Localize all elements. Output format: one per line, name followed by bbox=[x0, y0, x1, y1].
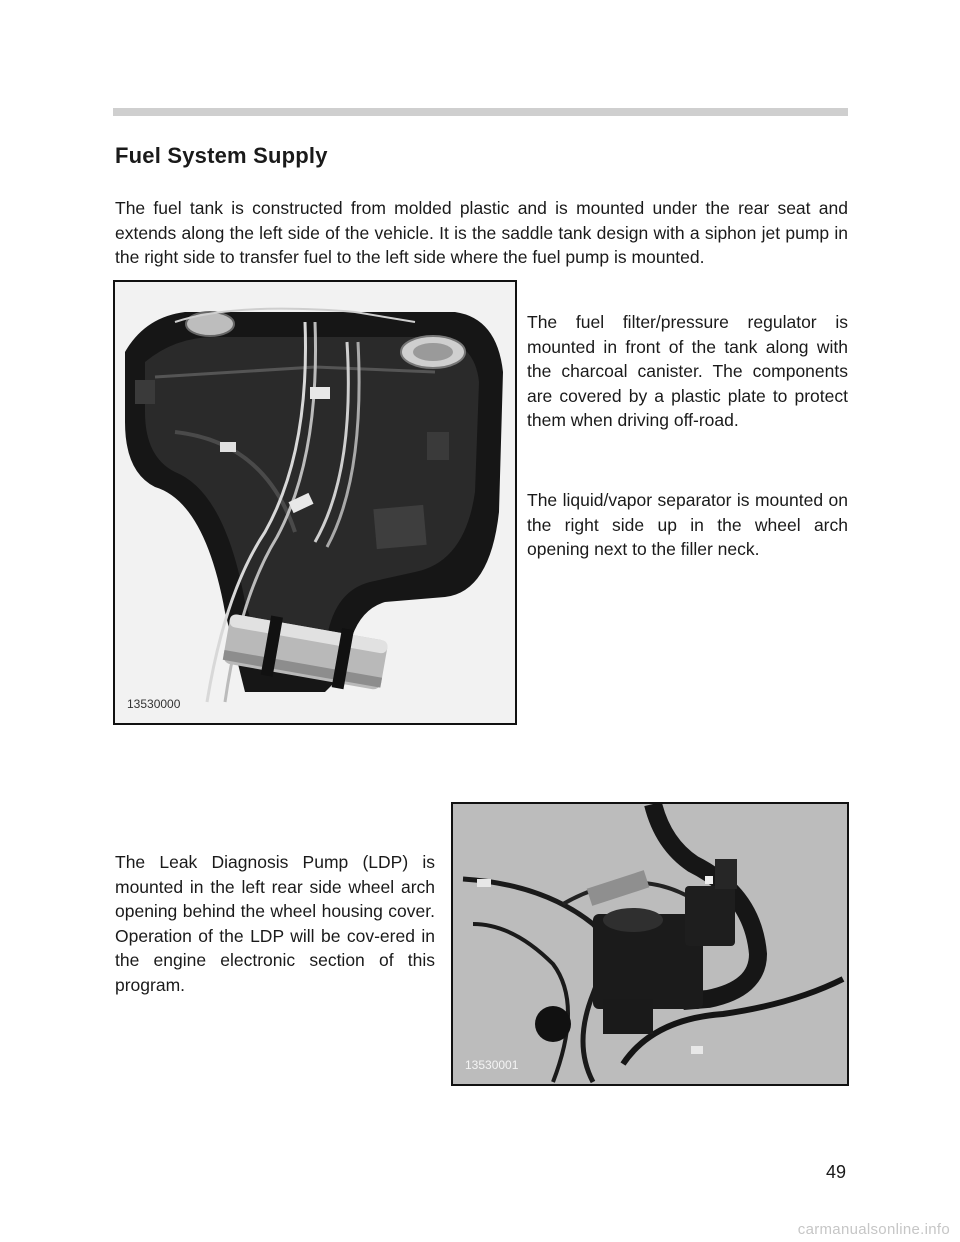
intro-paragraph: The fuel tank is constructed from molded plastic and is mounted under the rear seat and extends along the left side of the vehicle. It is the saddle tank design with a siphon jet pump in the right side to transfer fuel to the left side where the fuel pump is mounted. bbox=[115, 198, 848, 267]
top-rule bbox=[113, 108, 848, 116]
ldp-figure-id: 13530001 bbox=[465, 1058, 519, 1072]
filter-regulator-paragraph: The fuel filter/pressure regulator is mounted in front of the tank along with the charcoal canister. The components are covered by a plastic plate to protect them when driving off-road. bbox=[527, 312, 848, 430]
ldp-paragraph: The Leak Diagnosis Pump (LDP) is mounted in the left rear side wheel arch opening behind the wheel housing cover. Operation of the LDP will be cov-ered in the engine electronic section of this program. bbox=[115, 852, 435, 995]
fuel-tank-photo bbox=[115, 282, 515, 723]
watermark[interactable]: carmanualsonline.info bbox=[797, 1221, 950, 1238]
tank-figure-id: 13530000 bbox=[127, 697, 181, 711]
page-title: Fuel System Supply bbox=[115, 143, 328, 168]
ldp-figure bbox=[451, 802, 849, 1086]
ldp-photo bbox=[453, 804, 847, 1084]
page-number: 49 bbox=[825, 1162, 846, 1182]
vapor-separator-paragraph: The liquid/vapor separator is mounted on the right side up in the wheel arch opening next to the filler neck. bbox=[527, 490, 848, 559]
fuel-tank-figure bbox=[113, 280, 517, 725]
